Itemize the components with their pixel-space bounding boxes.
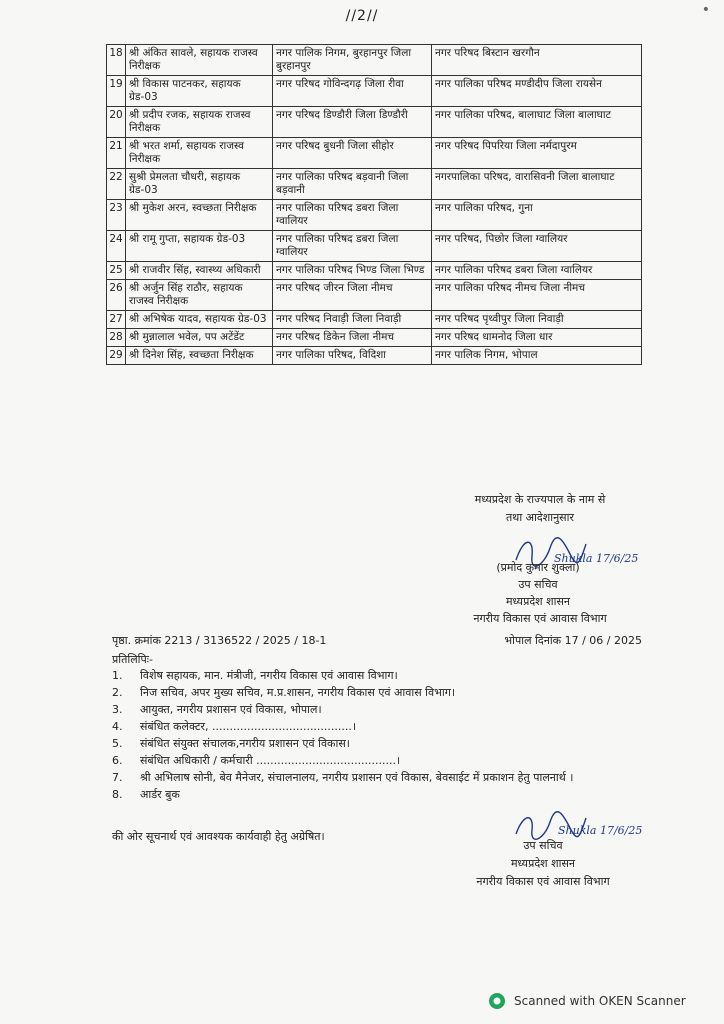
list-item-text: निज सचिव, अपर मुख्य सचिव, म.प्र.शासन, नगरीय विकास एवं आवास विभाग। — [140, 686, 456, 699]
table-row — [107, 347, 642, 365]
copy-list — [112, 668, 672, 804]
reference-line — [112, 633, 642, 648]
row-serial: 19 — [107, 76, 126, 107]
row-to-posting: नगर परिषद पिपरिया जिला नर्मदापुरम — [432, 138, 642, 169]
row-employee: श्री अभिषेक यादव, सहायक ग्रेड-03 — [126, 311, 273, 329]
list-item — [112, 668, 672, 684]
row-serial: 25 — [107, 262, 126, 280]
table-row — [107, 280, 642, 311]
row-from-posting: नगर पालिका परिषद बड़वानी जिला बड़वानी — [273, 169, 432, 200]
row-employee: श्री अर्जुन सिंह राठौर, सहायक राजस्व निरीक्षक — [126, 280, 273, 311]
signatory-name: (प्रमोद कुमार शुक्ला) — [496, 561, 580, 574]
row-employee: सुश्री प्रेमलता चौधरी, सहायक ग्रेड-03 — [126, 169, 273, 200]
table-row — [107, 311, 642, 329]
row-to-posting: नगर परिषद बिस्टान खरगौन — [432, 45, 642, 76]
reference-number: पृष्ठा. क्रमांक 2213 / 3136522 / 2025 / 18-1 — [112, 634, 327, 647]
corner-mark: • — [701, 2, 710, 18]
table-row — [107, 169, 642, 200]
row-from-posting: नगर पालिका परिषद डबरा जिला ग्वालियर — [273, 200, 432, 231]
list-item — [112, 719, 672, 735]
table-row — [107, 76, 642, 107]
list-item — [112, 736, 672, 752]
list-item-text: संबंधित संयुक्त संचालक,नगरीय प्रशासन एवं विकास। — [140, 737, 350, 750]
signatory-department: नगरीय विकास एवं आवास विभाग — [473, 612, 607, 625]
row-from-posting: नगर परिषद जीरन जिला नीमच — [273, 280, 432, 311]
list-item-number: 7. — [112, 771, 123, 784]
row-to-posting: नगर पालिका परिषद, बालाघाट जिला बालाघाट — [432, 107, 642, 138]
row-employee: श्री अंकित सावले, सहायक राजस्व निरीक्षक — [126, 45, 273, 76]
row-employee: श्री रामू गुप्ता, सहायक ग्रेड-03 — [126, 231, 273, 262]
row-employee: श्री प्रदीप रजक, सहायक राजस्व निरीक्षक — [126, 107, 273, 138]
list-item — [112, 702, 672, 718]
row-serial: 24 — [107, 231, 126, 262]
list-item-number: 5. — [112, 737, 123, 750]
table-row — [107, 45, 642, 76]
list-item — [112, 787, 672, 803]
signatory-designation: उप सचिव — [518, 578, 558, 591]
row-to-posting: नगर पालिका परिषद डबरा जिला ग्वालियर — [432, 262, 642, 280]
row-to-posting: नगर परिषद धामनोद जिला धार — [432, 329, 642, 347]
row-employee: श्री मुकेश अरन, स्वच्छता निरीक्षक — [126, 200, 273, 231]
reference-date: भोपाल दिनांक 17 / 06 / 2025 — [504, 634, 642, 647]
row-from-posting: नगर पालिका परिषद, विदिशा — [273, 347, 432, 365]
copy-heading: प्रतिलिपिः- — [112, 653, 153, 666]
row-serial: 23 — [107, 200, 126, 231]
list-item-number: 3. — [112, 703, 123, 716]
second-government: मध्यप्रदेश शासन — [510, 857, 576, 870]
row-from-posting: नगर पालिका परिषद भिण्ड जिला भिण्ड — [273, 262, 432, 280]
list-item-text: आर्डर बुक — [140, 788, 180, 801]
row-serial: 26 — [107, 280, 126, 311]
list-item-text: आयुक्त, नगरीय प्रशासन एवं विकास, भोपाल। — [140, 703, 322, 716]
table-row — [107, 262, 642, 280]
row-serial: 20 — [107, 107, 126, 138]
signature-text-2: Shukla 17/6/25 — [558, 824, 643, 837]
row-from-posting: नगर पालिक निगम, बुरहानपुर जिला बुरहानपुर — [273, 45, 432, 76]
row-serial: 18 — [107, 45, 126, 76]
row-employee: श्री विकास पाटनकर, सहायक ग्रेड-03 — [126, 76, 273, 107]
scanner-footer — [488, 989, 718, 1013]
list-item — [112, 753, 672, 769]
list-item-number: 8. — [112, 788, 123, 801]
list-item-number: 4. — [112, 720, 123, 733]
signatory-government: मध्यप्रदेश शासन — [505, 595, 571, 608]
row-from-posting: नगर पालिका परिषद डबरा जिला ग्वालियर — [273, 231, 432, 262]
order-line-2: तथा आदेशानुसार — [506, 511, 574, 524]
forward-line: की ओर सूचनार्थ एवं आवश्यक कार्यवाही हेतु अग्रेषित। — [112, 830, 325, 843]
table-row — [107, 231, 642, 262]
list-item-number: 6. — [112, 754, 123, 767]
page-number: //2// — [345, 8, 379, 24]
row-serial: 22 — [107, 169, 126, 200]
row-employee: श्री भरत शर्मा, सहायक राजस्व निरीक्षक — [126, 138, 273, 169]
signature-text: Shukla 17/6/25 — [554, 552, 639, 565]
row-from-posting: नगर परिषद बुधनी जिला सीहोर — [273, 138, 432, 169]
table-row — [107, 107, 642, 138]
row-to-posting: नगरपालिका परिषद, वारासिवनी जिला बालाघाट — [432, 169, 642, 200]
row-employee: श्री दिनेश सिंह, स्वच्छता निरीक्षक — [126, 347, 273, 365]
scanner-logo-icon — [488, 992, 506, 1010]
list-item-text: श्री अभिलाष सोनी, बेव मैनेजर, संचालनालय, नगरीय प्रशासन एवं विकास, बेवसाईट में प्रकाशन हेतु पालनार्थ । — [140, 771, 574, 784]
list-item-number: 1. — [112, 669, 123, 682]
row-from-posting: नगर परिषद गोविन्दगढ़ जिला रीवा — [273, 76, 432, 107]
list-item — [112, 685, 672, 701]
row-employee: श्री मुन्नालाल भवेल, पप अटेंडेंट — [126, 329, 273, 347]
list-item-text: विशेष सहायक, मान. मंत्रीजी, नगरीय विकास एवं आवास विभाग। — [140, 669, 398, 682]
row-to-posting: नगर परिषद पृथ्वीपुर जिला निवाड़ी — [432, 311, 642, 329]
list-item-text: संबंधित कलेक्टर, ........................................। — [140, 720, 357, 733]
row-serial: 28 — [107, 329, 126, 347]
row-serial: 29 — [107, 347, 126, 365]
scanner-footer-text: Scanned with OKEN Scanner — [514, 994, 686, 1008]
second-designation: उप सचिव — [523, 839, 563, 852]
row-from-posting: नगर परिषद डिण्डौरी जिला डिण्डौरी — [273, 107, 432, 138]
second-department: नगरीय विकास एवं आवास विभाग — [476, 875, 610, 888]
row-to-posting: नगर पालिक निगम, भोपाल — [432, 347, 642, 365]
row-to-posting: नगर पालिका परिषद, गुना — [432, 200, 642, 231]
table-row — [107, 200, 642, 231]
row-to-posting: नगर पालिका परिषद नीमच जिला नीमच — [432, 280, 642, 311]
row-employee: श्री राजवीर सिंह, स्वास्थ्य अधिकारी — [126, 262, 273, 280]
row-to-posting: नगर पालिका परिषद मण्डीदीप जिला रायसेन — [432, 76, 642, 107]
row-from-posting: नगर परिषद डिकेन जिला नीमच — [273, 329, 432, 347]
table-row — [107, 138, 642, 169]
row-from-posting: नगर परिषद निवाड़ी जिला निवाड़ी — [273, 311, 432, 329]
row-serial: 21 — [107, 138, 126, 169]
list-item-text: संबंधित अधिकारी / कर्मचारी ........................................। — [140, 754, 401, 767]
row-serial: 27 — [107, 311, 126, 329]
list-item — [112, 770, 672, 786]
order-line-1: मध्यप्रदेश के राज्यपाल के नाम से — [474, 493, 606, 506]
table-row — [107, 329, 642, 347]
transfer-table — [106, 44, 642, 365]
list-item-number: 2. — [112, 686, 123, 699]
row-to-posting: नगर परिषद, पिछोर जिला ग्वालियर — [432, 231, 642, 262]
